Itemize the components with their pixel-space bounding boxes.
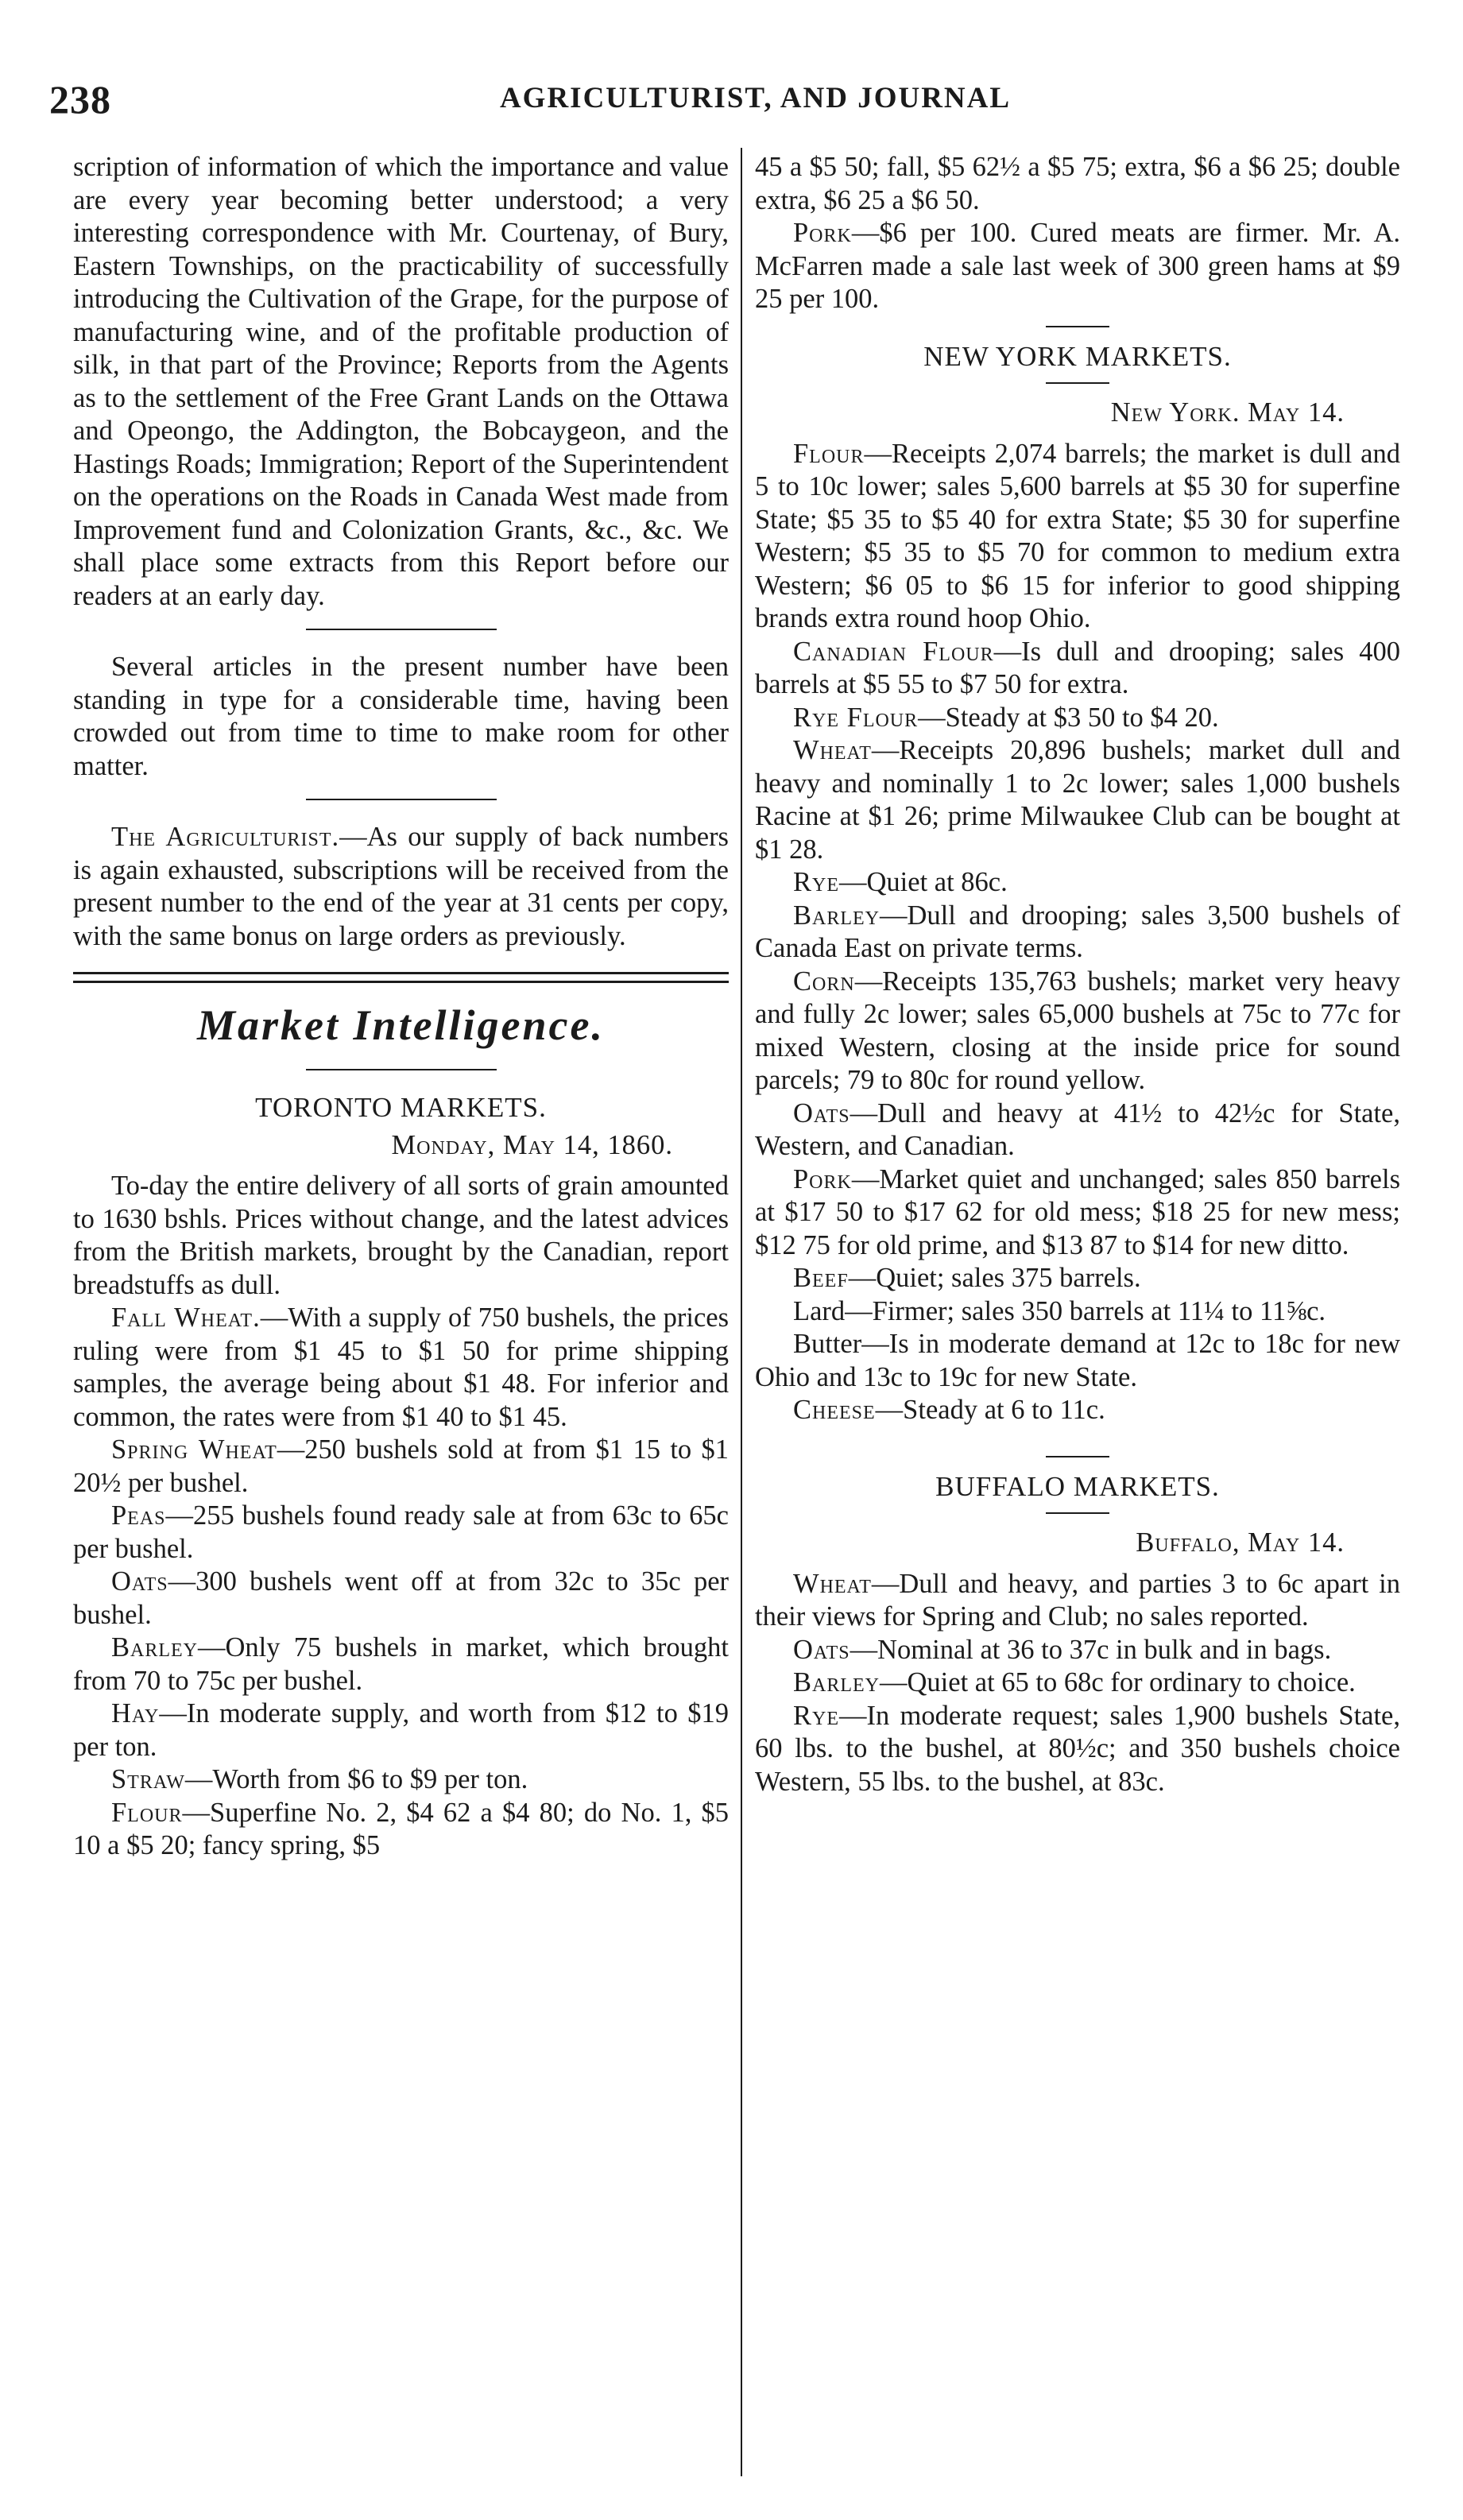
separator-rule bbox=[1046, 1456, 1109, 1457]
item-text: —In moderate supply, and worth from $12 to $19 per ton. bbox=[73, 1698, 729, 1762]
toronto-fall-wheat bbox=[73, 1302, 729, 1434]
buffalo-barley bbox=[755, 1666, 1400, 1700]
item-lead: Rye bbox=[793, 1700, 840, 1731]
buffalo-oats bbox=[755, 1634, 1400, 1667]
item-lead: Peas bbox=[111, 1500, 166, 1531]
item-lead: Fall Wheat. bbox=[111, 1303, 261, 1333]
item-lead: Flour bbox=[111, 1797, 183, 1828]
notice-text: —As our supply of back numbers is again exhausted, subscriptions will be received from the present number to the end of the year at 31 cents per copy, with the same bonus on large orders as previously. bbox=[73, 822, 729, 951]
item-lead: Wheat bbox=[793, 735, 872, 765]
toronto-markets-heading: TORONTO MARKETS. bbox=[255, 1092, 547, 1123]
separator-rule bbox=[1046, 326, 1109, 327]
separator-rule bbox=[306, 629, 497, 630]
item-lead: Canadian Flour bbox=[793, 636, 994, 667]
item-text: —Superfine No. 2, $4 62 a $4 80; do No. 1, $5 10 a $5 20; fancy spring, $5 bbox=[73, 1797, 729, 1860]
continued-paragraph: scription of information of which the importance and value are every year becoming better understood; a very interesting correspondence with Mr. Courtenay, of Bury, Eastern Townships, on the practicability of successfully introducing the Cultivation of the Grape, for the purpose of manufacturing wine, and of the profitable production of silk, in that part of the Province; Reports from the Agents as to the settlement of the Free Grant Lands on the Ottawa and Opeongo, the Addington, the Bobcaygeon, and the Hastings Roads; Immigration; Report of the Superintendent on the operations on the Roads in Canada West made from Improvement fund and Colonization Grants, &c., &c. We shall place some extracts from this Report before our readers at an early day. bbox=[73, 152, 729, 611]
ny-corn bbox=[755, 966, 1400, 1097]
item-lead: Corn bbox=[793, 966, 855, 997]
item-text: —300 bushels went off at from 32c to 35c per bushel. bbox=[73, 1566, 729, 1630]
toronto-dateline: Monday, May 14, 1860. bbox=[391, 1129, 673, 1160]
column-divider bbox=[741, 148, 742, 2476]
buffalo-dateline: Buffalo, May 14. bbox=[1136, 1527, 1345, 1558]
toronto-oats bbox=[73, 1566, 729, 1632]
item-text: —Quiet; sales 375 barrels. bbox=[848, 1263, 1141, 1293]
item-text: —Dull and drooping; sales 3,500 bushels of Canada East on private terms. bbox=[755, 900, 1400, 963]
item-lead: Barley bbox=[111, 1632, 199, 1663]
item-text: —In moderate request; sales 1,900 bushels State, 60 lbs. to the bushel, at 80½c; and 350 bushels choice Western, 55 lbs. to the bushel, at 83c. bbox=[755, 1700, 1400, 1797]
left-column bbox=[73, 151, 729, 1863]
item-text: —Quiet at 86c. bbox=[839, 867, 1008, 897]
item-lead: Flour bbox=[793, 438, 865, 469]
notice-articles-paragraph: Several articles in the present number have been standing in type for a considerable time, having been crowded out from time to time to make room for other matter. bbox=[73, 652, 729, 781]
item-text: —Receipts 20,896 bushels; market dull and heavy and nominally 1 to 2c lower; sales 1,000 bushels Racine at $1 26; prime Milwaukee Club can be bought at $1 28. bbox=[755, 735, 1400, 865]
notice-back-numbers-paragraph bbox=[73, 821, 729, 953]
new-york-dateline: New York. May 14. bbox=[1110, 397, 1345, 428]
item-lead: Oats bbox=[793, 1634, 850, 1665]
ny-canadian-flour bbox=[755, 636, 1400, 702]
item-lead: Butter bbox=[793, 1329, 862, 1359]
toronto-intro: To-day the entire delivery of all sorts of grain amounted to 1630 bshls. Prices without change, and the latest advices from the British markets, brought by the Canadian, report breadstuffs as dull. bbox=[73, 1171, 729, 1300]
item-lead: Pork bbox=[793, 1163, 852, 1194]
item-lead: Rye Flour bbox=[793, 702, 919, 733]
ny-butter bbox=[755, 1328, 1400, 1394]
item-lead: Oats bbox=[111, 1566, 168, 1597]
item-text: —255 bushels found ready sale at from 63c to 65c per bushel. bbox=[73, 1500, 729, 1564]
item-lead: Rye bbox=[793, 867, 840, 897]
ny-barley bbox=[755, 900, 1400, 966]
new-york-markets-heading: NEW YORK MARKETS. bbox=[923, 340, 1232, 372]
item-text: —Receipts 135,763 bushels; market very heavy and fully 2c lower; sales 65,000 bushels at 75c to 77c for mixed Western, closing at the inside price for sound parcels; 79 to 80c for round yellow. bbox=[755, 966, 1400, 1095]
separator-rule bbox=[1046, 382, 1109, 384]
item-text: —Quiet at 65 to 68c for ordinary to choice. bbox=[880, 1667, 1356, 1697]
item-text: —Dull and heavy at 41½ to 42½c for State, Western, and Canadian. bbox=[755, 1097, 1400, 1161]
toronto-flour bbox=[73, 1797, 729, 1863]
ny-oats bbox=[755, 1097, 1400, 1163]
item-lead: Spring Wheat bbox=[111, 1434, 277, 1465]
item-lead: Straw bbox=[111, 1764, 185, 1794]
item-text: —Market quiet and unchanged; sales 850 barrels at $17 50 to $17 62 for old mess; $18 25 for new mess; $12 75 for old prime, and $13 87 to $14 for new ditto. bbox=[755, 1163, 1400, 1260]
running-title: AGRICULTURIST, AND JOURNAL bbox=[499, 82, 1012, 114]
ny-flour bbox=[755, 438, 1400, 636]
notice-lead: The Agriculturist. bbox=[111, 822, 340, 852]
item-text: —Receipts 2,074 barrels; the market is dull and 5 to 10c lower; sales 5,600 barrels at $5 30 for superfine State; $5 35 to $5 40 for extra State; $5 30 for superfine Western; $5 35 to $5 70 for common to medium extra Western; $6 05 to $6 15 for inferior to good shipping brands extra round hoop Ohio. bbox=[755, 438, 1400, 633]
ny-cheese bbox=[755, 1394, 1400, 1427]
item-lead: Pork bbox=[793, 218, 852, 248]
item-text: —Only 75 bushels in market, which brought from 70 to 75c per bushel. bbox=[73, 1632, 729, 1696]
item-lead: Beef bbox=[793, 1263, 849, 1293]
toronto-flour-continued: 45 a $5 50; fall, $5 62½ a $5 75; extra, $6 a $6 25; double extra, $6 25 a $6 50. bbox=[755, 152, 1400, 215]
buffalo-markets-heading: BUFFALO MARKETS. bbox=[935, 1470, 1220, 1502]
page-header bbox=[0, 76, 1463, 124]
item-lead: Barley bbox=[793, 900, 881, 931]
section-double-rule bbox=[73, 972, 729, 983]
toronto-pork bbox=[755, 217, 1400, 316]
item-lead: Lard bbox=[793, 1295, 846, 1326]
section-title: Market Intelligence. bbox=[197, 1001, 605, 1049]
item-lead: Wheat bbox=[793, 1568, 872, 1599]
item-text: —Nominal at 36 to 37c in bulk and in bags. bbox=[850, 1634, 1332, 1665]
ny-wheat bbox=[755, 734, 1400, 866]
item-text: —Is in moderate demand at 12c to 18c for new Ohio and 13c to 19c for new State. bbox=[755, 1329, 1400, 1392]
item-lead: Hay bbox=[111, 1698, 160, 1728]
item-text: —Steady at 6 to 11c. bbox=[875, 1395, 1105, 1425]
item-lead: Barley bbox=[793, 1667, 881, 1697]
item-lead: Oats bbox=[793, 1097, 850, 1128]
toronto-spring-wheat bbox=[73, 1434, 729, 1500]
toronto-hay bbox=[73, 1697, 729, 1763]
toronto-barley bbox=[73, 1632, 729, 1697]
buffalo-rye bbox=[755, 1700, 1400, 1799]
ny-beef bbox=[755, 1262, 1400, 1295]
separator-rule bbox=[306, 1069, 497, 1070]
item-text: —Is dull and drooping; sales 400 barrels at $5 55 to $7 50 for extra. bbox=[755, 636, 1401, 699]
separator-rule bbox=[306, 799, 497, 800]
item-lead: Cheese bbox=[793, 1395, 876, 1425]
item-text: —Dull and heavy, and parties 3 to 6c apart in their views for Spring and Club; no sales reported. bbox=[755, 1568, 1400, 1632]
item-text: —250 bushels sold at from $1 15 to $1 20½ per bushel. bbox=[73, 1434, 729, 1498]
ny-lard bbox=[755, 1295, 1400, 1329]
item-text: —$6 per 100. Cured meats are firmer. Mr. A. McFarren made a sale last week of 300 green hams at $9 25 per 100. bbox=[755, 218, 1400, 314]
right-column bbox=[755, 151, 1400, 1798]
buffalo-wheat bbox=[755, 1568, 1400, 1634]
toronto-straw bbox=[73, 1763, 729, 1797]
page-number: 238 bbox=[49, 77, 111, 122]
ny-pork bbox=[755, 1163, 1400, 1263]
ny-rye-flour bbox=[755, 702, 1400, 735]
separator-rule bbox=[1046, 1512, 1109, 1514]
item-text: —Steady at $3 50 to $4 20. bbox=[918, 702, 1219, 733]
item-text: —Worth from $6 to $9 per ton. bbox=[184, 1764, 528, 1794]
ny-rye bbox=[755, 866, 1400, 900]
item-text: —With a supply of 750 bushels, the prices ruling were from $1 45 to $1 50 for prime shipping samples, the average being about $1 48. For inferior and common, the rates were from $1 40 to $1 45. bbox=[73, 1303, 729, 1432]
toronto-peas bbox=[73, 1500, 729, 1566]
item-text: —Firmer; sales 350 barrels at 11¼ to 11⅝c. bbox=[845, 1295, 1326, 1326]
